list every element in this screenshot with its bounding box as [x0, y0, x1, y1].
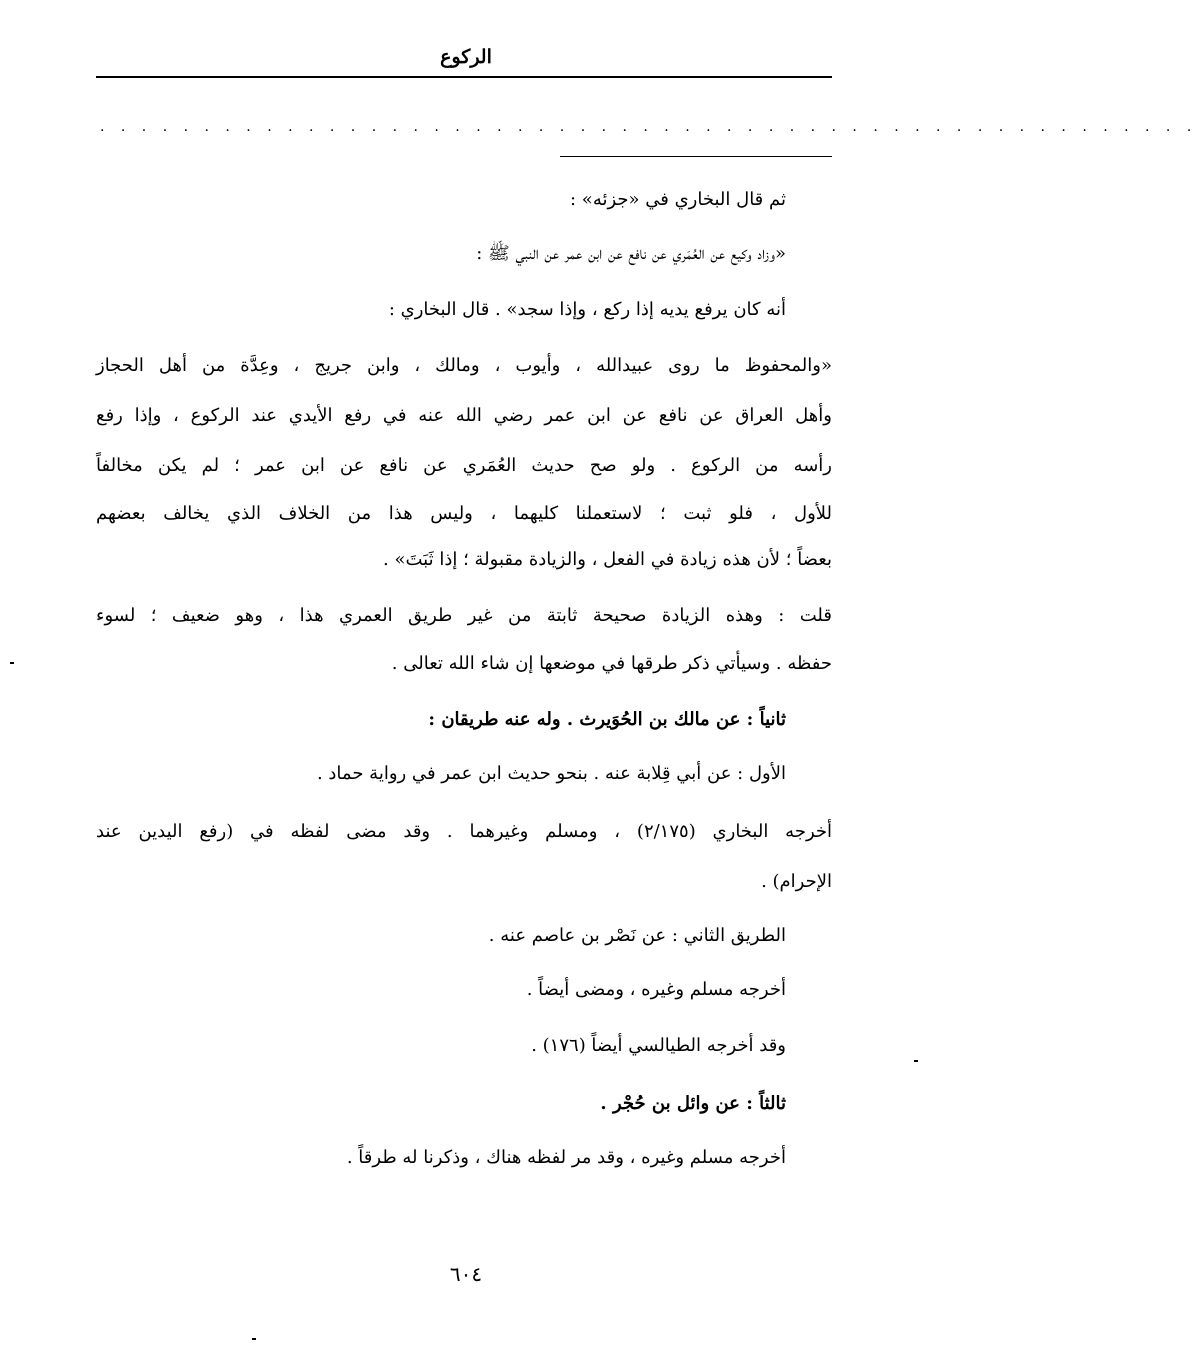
text-line-8: بعضاً ؛ لأن هذه زيادة في الفعل ، والزيادة مقبولة ؛ إذا ثَبَتَ» . — [383, 549, 832, 570]
text-line-14: الإحرام) . — [761, 871, 832, 892]
dotted-separator: . . . . . . . . . . . . . . . . . . . . . . . . . . . . . . . . . . . . . . . . . . . . . . . . . . . . . — [100, 119, 1197, 135]
margin-speck — [10, 662, 14, 664]
text-line-9: قلت : وهذه الزيادة صحيحة ثابتة من غير طريق العمري هذا ، وهو ضعيف ؛ لسوء — [96, 605, 832, 626]
text-line-5: وأهل العراق عن نافع عن ابن عمر رضي الله عنه في رفع الأيدي عند الركوع ، وإذا رفع — [96, 405, 832, 426]
margin-speck — [914, 1060, 918, 1062]
header-rule — [96, 76, 832, 78]
text-line-17: وقد أخرجه الطيالسي أيضاً (١٧٦) . — [531, 1035, 786, 1056]
text-line-16: أخرجه مسلم وغيره ، ومضى أيضاً . — [526, 979, 786, 1000]
text-line-3: أنه كان يرفع يديه إذا ركع ، وإذا سجد» . قال البخاري : — [388, 299, 786, 320]
text-line-6: رأسه من الركوع . ولو صح حديث العُمَري عن نافع عن ابن عمر ؛ لم يكن مخالفاً — [96, 455, 832, 476]
text-line-7: للأول ، فلو ثبت ؛ لاستعملنا كليهما ، وليس هذا من الخلاف الذي يخالف بعضهم — [96, 503, 832, 524]
text-line-2: «وزاد وكيع عن العُمَري عن نافع عن ابن عمر عن النبي ﷺ : — [476, 243, 786, 264]
text-line-1: ثم قال البخاري في «جزئه» : — [570, 189, 786, 210]
text-line-11: ثانياً : عن مالك بن الحُوَيرث . وله عنه طريقان : — [428, 709, 786, 730]
text-line-12: الأول : عن أبي قِلابة عنه . بنحو حديث ابن عمر في رواية حماد . — [316, 763, 786, 784]
text-line-4: «والمحفوظ ما روى عبيدالله ، وأيوب ، ومالك ، وابن جريج ، وعِدَّة من أهل الحجاز — [96, 355, 832, 376]
margin-speck — [252, 1338, 256, 1340]
text-line-15: الطريق الثاني : عن نَصْر بن عاصم عنه . — [488, 925, 786, 946]
text-line-10: حفظه . وسيأتي ذكر طرقها في موضعها إن شاء الله تعالى . — [391, 653, 832, 674]
text-line-18: ثالثاً : عن وائل بن حُجْر . — [600, 1093, 786, 1114]
section-rule — [560, 156, 832, 157]
text-line-13: أخرجه البخاري (٢/١٧٥) ، ومسلم وغيرهما . وقد مضى لفظه في (رفع اليدين عند — [96, 821, 832, 842]
text-line-19: أخرجه مسلم وغيره ، وقد مر لفظه هناك ، وذكرنا له طرقاً . — [346, 1147, 786, 1168]
page-number: ٦٠٤ — [449, 1262, 483, 1286]
running-header-title: الركوع — [440, 46, 492, 68]
